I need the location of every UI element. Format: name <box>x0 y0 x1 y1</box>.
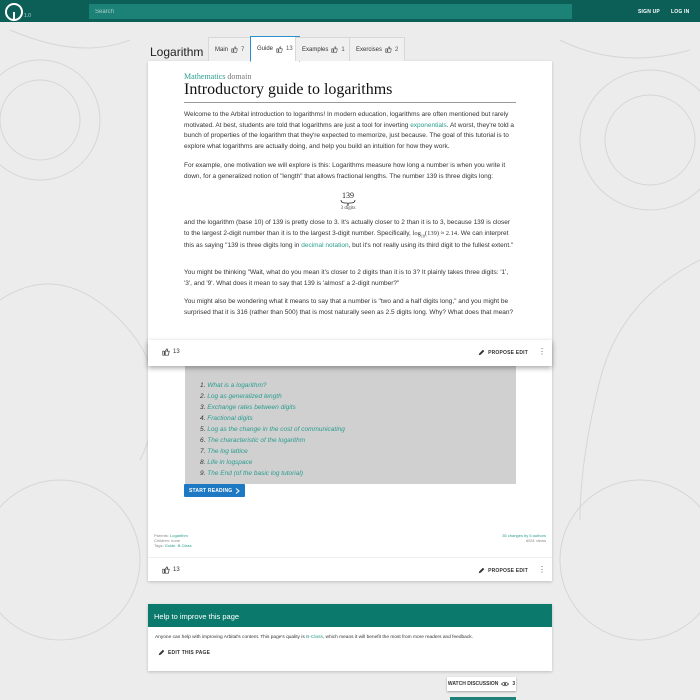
help-panel-title: Help to improve this page <box>148 604 552 627</box>
log-in-link[interactable]: LOG IN <box>671 9 690 15</box>
toc-item[interactable]: 7. The log lattice <box>200 448 248 455</box>
arbital-logo-icon[interactable] <box>5 3 23 21</box>
toc-item[interactable]: 3. Exchange rates between digits <box>200 404 296 411</box>
pencil-icon <box>478 349 485 356</box>
thumbs-up-icon <box>385 46 392 53</box>
card-footer-bar <box>148 557 552 581</box>
thumbs-up-icon <box>162 566 170 574</box>
like-count: 13 <box>173 349 180 355</box>
changes-link[interactable]: 35 changes by 5 authors <box>502 533 546 538</box>
help-improve-panel <box>148 604 552 671</box>
pencil-icon <box>478 567 485 574</box>
guide-title: Introductory guide to logarithms <box>184 81 516 103</box>
toc-item[interactable]: 4. Fractional digits <box>200 415 253 422</box>
start-reading-button[interactable]: START READING <box>184 484 245 497</box>
tab-main[interactable] <box>208 37 251 61</box>
tab-exercises[interactable] <box>349 37 405 61</box>
propose-edit-button[interactable]: PROPOSE EDIT <box>478 567 528 574</box>
thumbs-up-icon <box>162 348 170 356</box>
quality-link[interactable]: B-Class <box>306 635 323 640</box>
tab-count: 7 <box>241 46 245 53</box>
thumbs-up-icon <box>276 46 283 53</box>
toc-item[interactable]: 9. The End (of the basic log tutorial) <box>200 470 303 477</box>
tab-examples[interactable] <box>295 37 352 61</box>
views-count: 6531 views <box>525 538 546 543</box>
tab-count: 2 <box>395 46 399 53</box>
help-panel-text: Anyone can help with improving Arbital's content. This page's quality is B-Class, which means it will benefit the most from more readers and feedback. <box>155 635 473 640</box>
paragraph-intro: Welcome to the Arbital introduction to logarithms! In modern education, logarithms are often mentioned but rarely motivated. At best, students are told that logarithms are just a tool for inverting exponentials. At worst, they're told a bunch of properties of the logarithm that they're expected to memorize, just because. The goal of this tutorial is to explore what logarithms are actually doing, and help you build an intuition for how they work. <box>184 111 515 150</box>
decimal-notation-link[interactable]: decimal notation <box>301 242 349 250</box>
paragraph-motivation: For example, one motivation we will explore is this: Logarithms measure how long a number is when you write it down, for a generalized notion of "length" that allows fractional lengths. The number 139 is three digits long: <box>184 162 506 180</box>
watch-count: 3 <box>512 681 516 687</box>
math-139-digits <box>333 191 363 211</box>
toc-item[interactable]: 6. The characteristic of the logarithm <box>200 437 306 444</box>
toc-item[interactable]: 8. Life in logspace <box>200 459 253 466</box>
math-number: 139 <box>342 191 354 200</box>
toc-item[interactable]: 2. Log as generalized length <box>200 393 282 400</box>
tab-label: Guide <box>257 46 274 52</box>
more-vert-icon[interactable]: ⋮ <box>538 565 546 574</box>
table-of-contents <box>185 366 516 484</box>
tags-links[interactable]: Guide, B-Class <box>164 543 192 548</box>
parent-link[interactable]: Logarithm <box>170 533 188 538</box>
thumbs-up-icon <box>331 46 338 53</box>
like-button[interactable] <box>162 348 180 356</box>
page-stats <box>502 533 546 543</box>
paragraph-log-base-10: and the logarithm (base 10) of 139 is pretty close to 3. It's actually closer to 2 than it is to 3, because 139 is closer to the largest 2-digit number than it is to the largest 3-digit number. Specifically, $\log_{10}(139) \approx 2.14$. We can interpret this as saying "139 is three digits long in decimal notation, but it's not really using its third digit to the fullest extent." <box>184 219 514 250</box>
more-vert-icon[interactable]: ⋮ <box>538 347 546 356</box>
tab-label: Examples <box>302 46 329 53</box>
thumbs-up-icon <box>231 46 238 53</box>
eye-icon <box>501 681 509 687</box>
watch-discussion-button[interactable]: WATCH DISCUSSION 3 <box>447 677 516 691</box>
page-meta: Parents: Logarithm Children: none Tags: Guide, B-Class <box>154 533 192 548</box>
tab-label: Exercises <box>356 46 383 53</box>
tab-guide[interactable] <box>250 36 300 62</box>
math-label: 3 digits <box>340 206 356 211</box>
floating-action-bar <box>148 340 552 366</box>
toc-list <box>200 380 345 479</box>
tab-label: Main <box>215 46 229 53</box>
like-count: 13 <box>173 567 180 573</box>
domain-label: Mathematics domain <box>184 72 252 81</box>
guide-card <box>148 61 552 581</box>
toc-item[interactable]: 5. Log as the change in the cost of communicating <box>200 426 345 433</box>
edit-this-page-button[interactable]: EDIT THIS PAGE <box>158 649 210 656</box>
inline-math: $\log_{10}(139) \approx 2.14$ <box>412 229 458 238</box>
version-label: 1.0 <box>24 13 31 19</box>
page-title: Logarithm <box>150 45 204 59</box>
paragraph-question-2: You might also be wondering what it means to say that a number is "two and a half digits long," and you might be surprised that it is 316 (rather than 500) that is most naturally seen as 2.5 digits long. Why? What does that mean? <box>184 298 514 316</box>
top-navigation-bar <box>0 0 700 22</box>
chevron-right-icon <box>235 488 240 494</box>
tab-count: 13 <box>286 46 293 52</box>
paragraph-question-1: You might be thinking "Wait, what do you mean it's closer to 2 digits than it is to 3? It plainly takes three digits: '1', '3', and '9'. What does it mean to say that 139 is 'almost' a 2-digit number?" <box>184 269 509 287</box>
propose-edit-button[interactable]: PROPOSE EDIT <box>478 349 528 356</box>
exponentials-link[interactable]: exponentials <box>410 121 447 129</box>
domain-link[interactable]: Mathematics <box>184 72 226 81</box>
pencil-icon <box>158 649 165 656</box>
toc-item[interactable]: 1. What is a logarithm? <box>200 382 267 389</box>
tab-count: 1 <box>341 46 345 53</box>
sign-up-link[interactable]: SIGN UP <box>638 9 660 15</box>
like-button[interactable] <box>162 566 180 574</box>
search-input[interactable] <box>89 4 572 19</box>
